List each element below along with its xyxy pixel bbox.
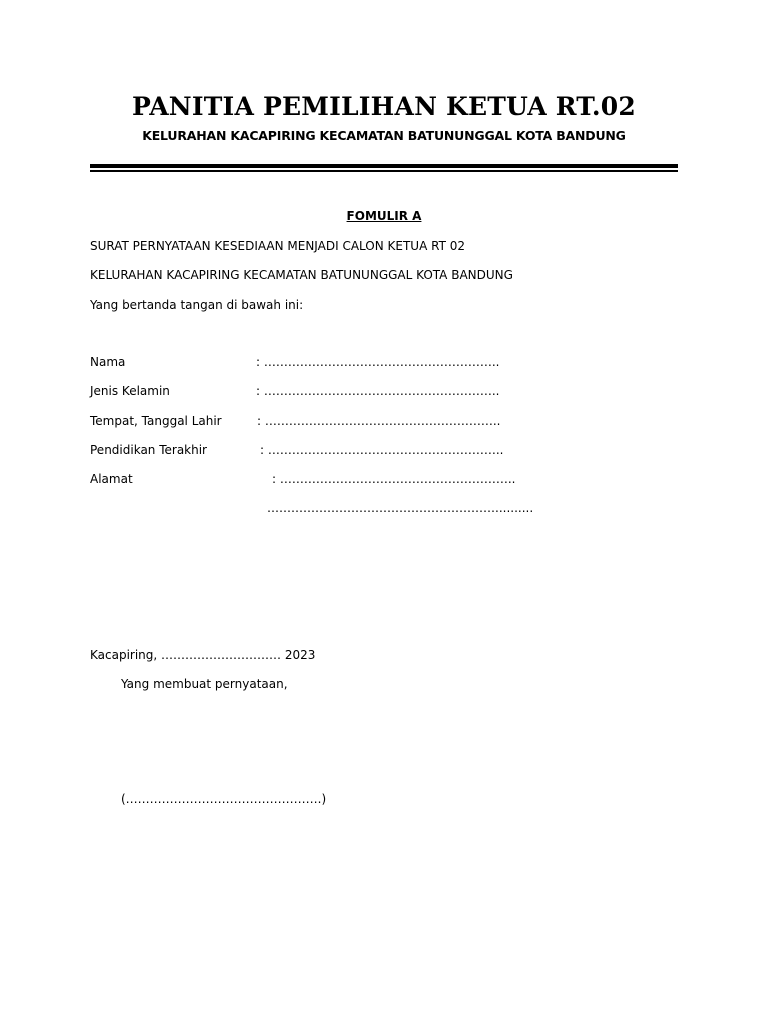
field-label-jenis-kelamin: Jenis Kelamin bbox=[90, 384, 170, 398]
statement-line-1: SURAT PERNYATAAN KESEDIAAN MENJADI CALON KETUA RT 02 bbox=[90, 239, 465, 253]
document-subtitle: KELURAHAN KACAPIRING KECAMATAN BATUNUNGGAL KOTA BANDUNG bbox=[142, 128, 626, 143]
form-heading: FOMULIR A bbox=[346, 209, 422, 223]
field-label-pendidikan-terakhir: Pendidikan Terakhir bbox=[90, 443, 207, 457]
place-date-line: Kacapiring, ………………………… 2023 bbox=[90, 648, 316, 662]
address-continuation-line: ………………………………………………….......... bbox=[267, 501, 534, 515]
field-label-alamat: Alamat bbox=[90, 472, 133, 486]
field-value-tempat-tanggal-lahir: : ………………………………………………….. bbox=[257, 414, 501, 428]
statement-line-2: KELURAHAN KACAPIRING KECAMATAN BATUNUNGGAL KOTA BANDUNG bbox=[90, 268, 513, 282]
signature-line: (………………………………………….) bbox=[121, 792, 327, 806]
field-value-pendidikan-terakhir: : ………………………………………………….. bbox=[260, 443, 504, 457]
field-value-jenis-kelamin: : ………………………………………………….. bbox=[256, 384, 500, 398]
intro-text: Yang bertanda tangan di bawah ini: bbox=[90, 298, 304, 312]
field-value-alamat: : ………………………………………………….. bbox=[272, 472, 516, 486]
field-label-nama: Nama bbox=[90, 355, 126, 369]
field-value-nama: : ………………………………………………….. bbox=[256, 355, 500, 369]
header-divider-thin bbox=[90, 170, 678, 172]
field-label-tempat-tanggal-lahir: Tempat, Tanggal Lahir bbox=[90, 414, 222, 428]
document-title: PANITIA PEMILIHAN KETUA RT.02 bbox=[132, 92, 636, 121]
header-divider-thick bbox=[90, 164, 678, 168]
signer-caption: Yang membuat pernyataan, bbox=[121, 677, 288, 691]
